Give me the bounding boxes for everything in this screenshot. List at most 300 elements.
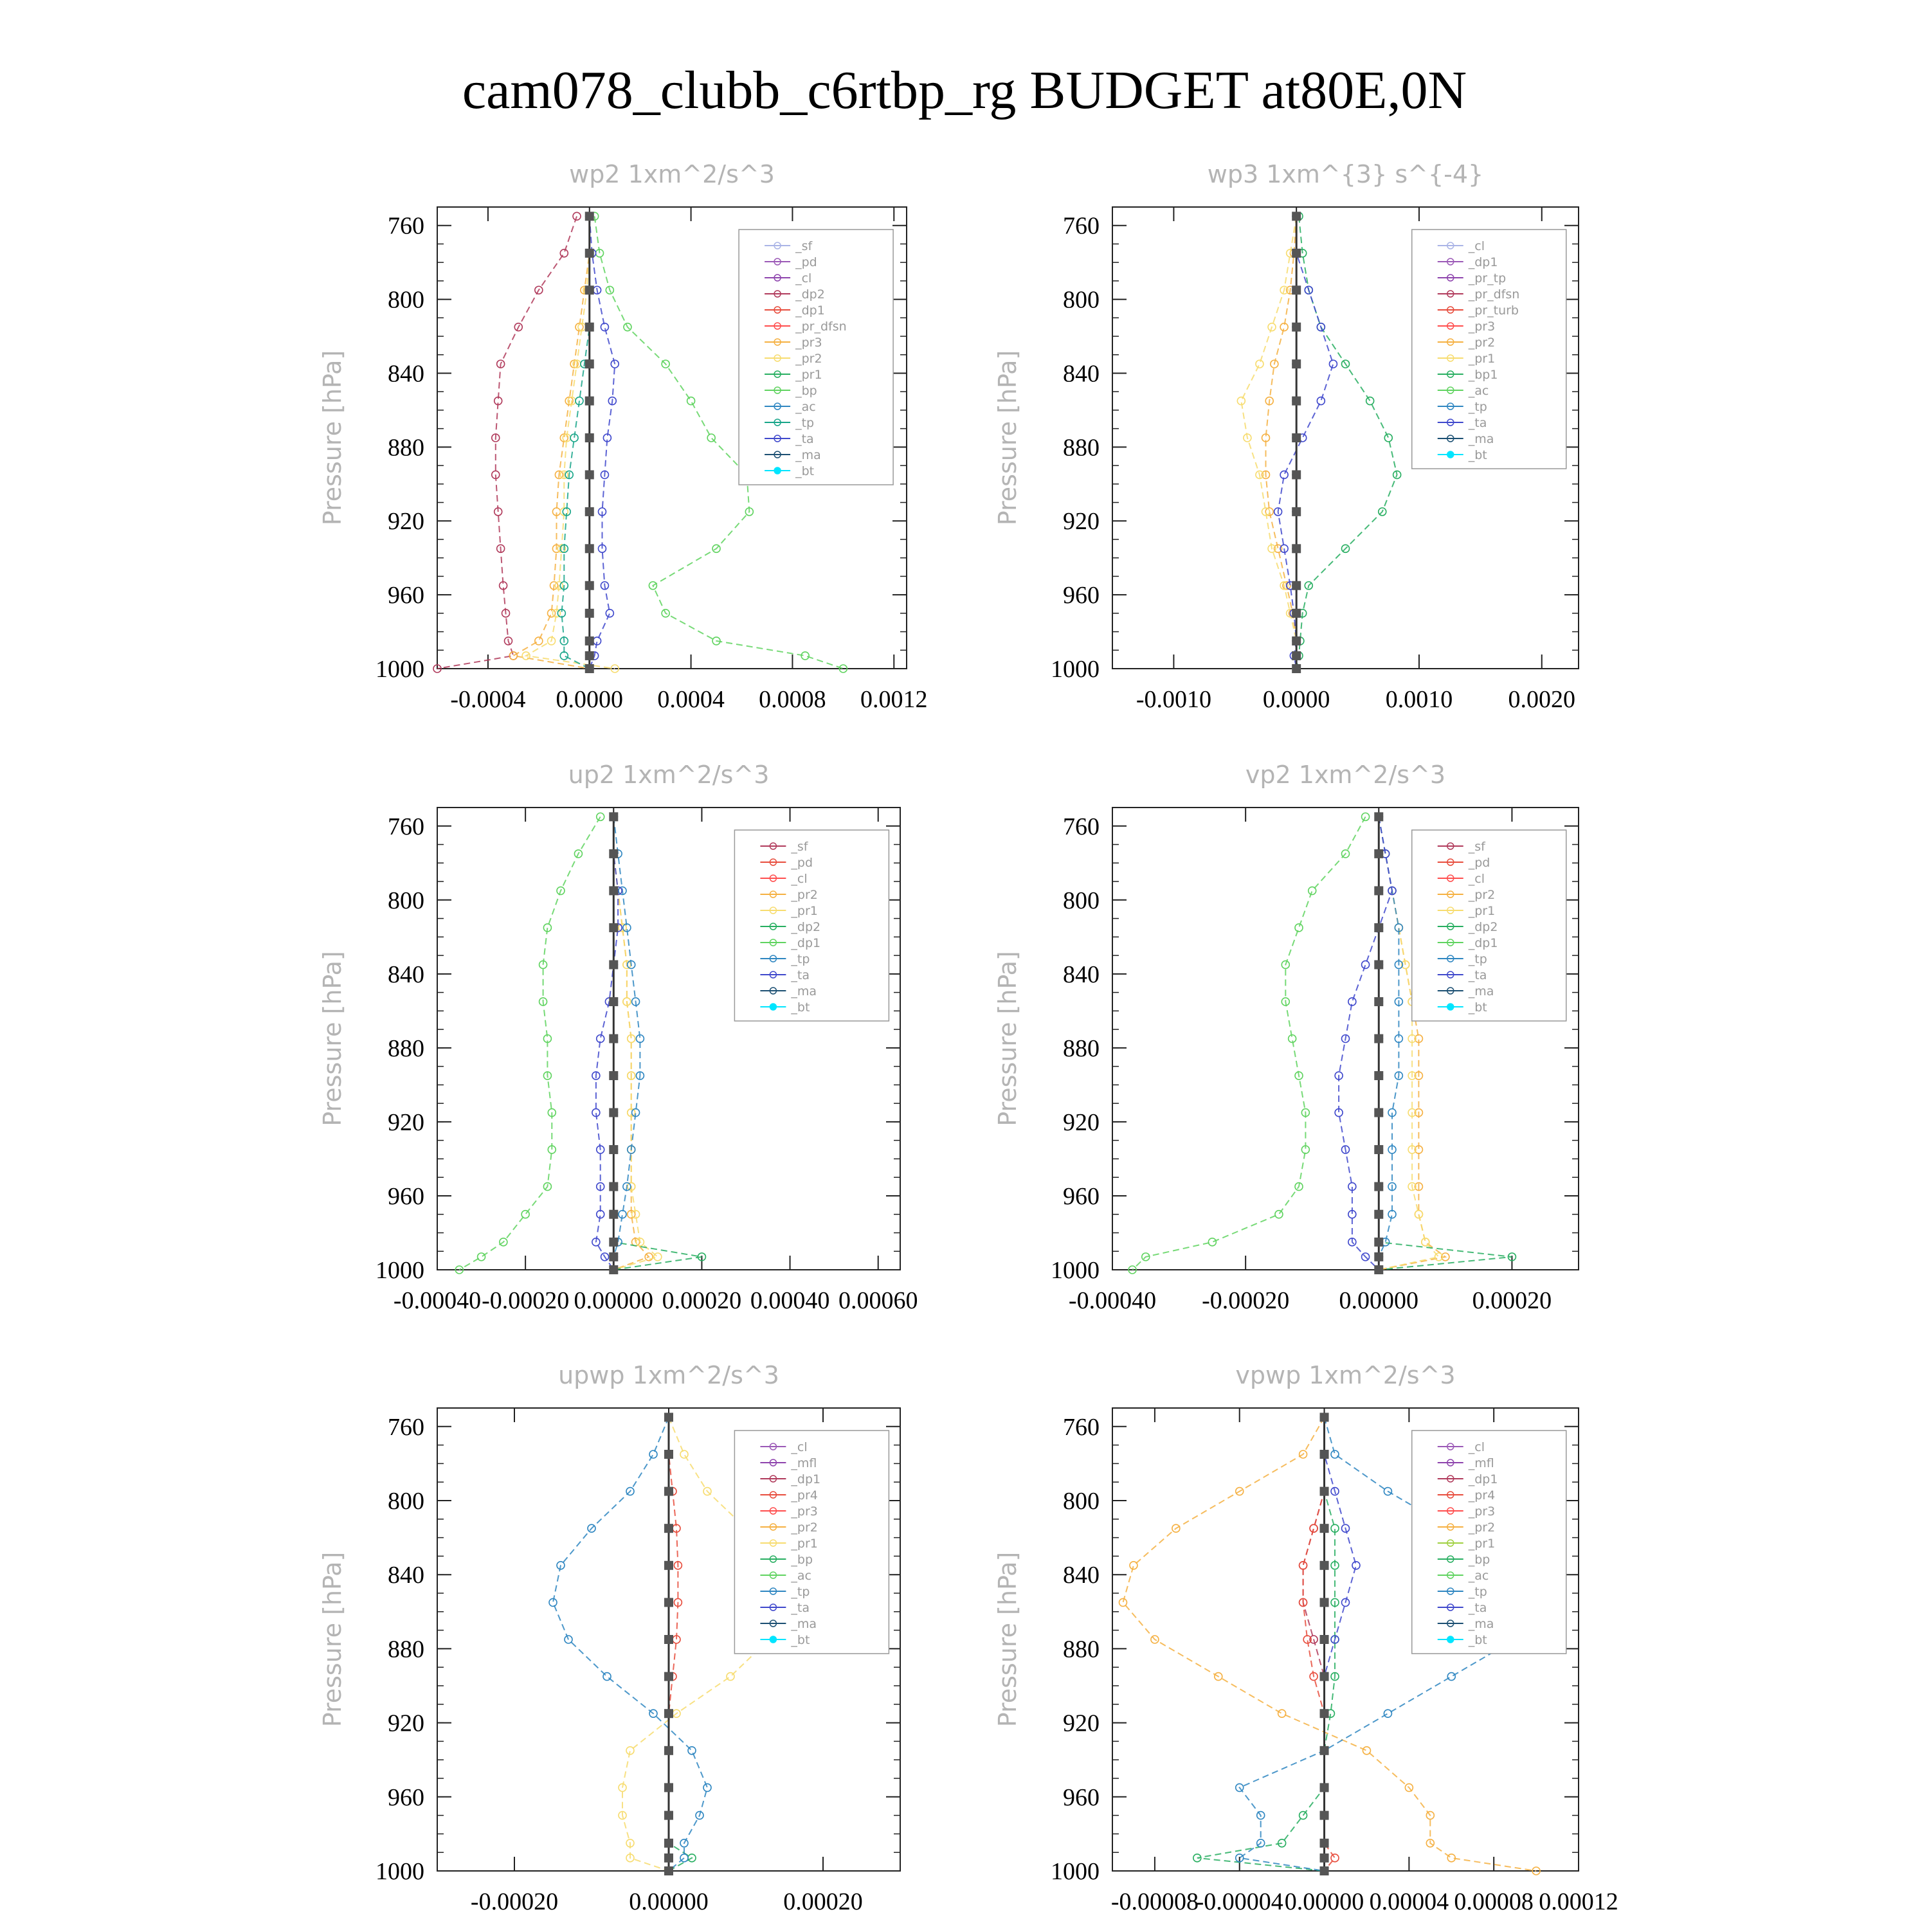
series-line-dp1 [1132, 817, 1366, 1270]
data-point [1278, 1710, 1286, 1717]
series-line-ta [590, 216, 615, 669]
data-point [1280, 471, 1288, 478]
legend-entry: _pr2 [1468, 336, 1496, 350]
legend-entry: _ma [791, 984, 817, 998]
panel-3 [318, 761, 918, 1314]
y-tick-label: 800 [388, 286, 424, 314]
legend-entry: _dp2 [1468, 920, 1498, 934]
data-point [1384, 1710, 1391, 1717]
y-tick-label: 920 [388, 1710, 424, 1737]
legend-entry: _pr3 [1468, 320, 1496, 334]
zero-marker [585, 581, 594, 590]
x-tick-label: 0.00020 [1472, 1287, 1552, 1314]
legend-entry: _mfl [791, 1456, 817, 1470]
zero-marker [609, 997, 618, 1006]
legend-entry: _tp [1468, 952, 1487, 966]
x-tick-label: -0.0004 [450, 686, 526, 713]
zero-marker [609, 1071, 618, 1080]
data-point [1366, 397, 1374, 405]
y-axis-label: Pressure [hPa] [993, 350, 1022, 526]
legend-entry: _pr1 [1468, 1537, 1496, 1551]
series-line-bp1 [1296, 216, 1397, 669]
data-point [703, 1783, 711, 1791]
x-tick-label: -0.00020 [1202, 1287, 1290, 1314]
legend-entry: _ta [1468, 968, 1487, 982]
legend-entry: _mfl [1468, 1456, 1494, 1470]
legend-entry: _pr_tp [1468, 271, 1507, 285]
series-line-ta [1325, 1417, 1357, 1871]
series-line-pr1 [613, 817, 658, 1270]
data-point [1329, 360, 1337, 368]
legend-entry: _bp [795, 384, 817, 398]
zero-marker [1292, 323, 1301, 332]
data-point [649, 1450, 657, 1458]
legend-entry: _dp1 [795, 303, 825, 318]
zero-marker [664, 1811, 673, 1820]
zero-marker [609, 1034, 618, 1043]
zero-marker [1320, 1866, 1329, 1875]
zero-marker [1320, 1450, 1329, 1459]
legend-entry: _pr2 [791, 1521, 818, 1535]
zero-marker [1292, 544, 1301, 553]
zero-marker [585, 212, 594, 221]
legend-entry: _cl [791, 872, 808, 886]
x-tick-label: 0.00008 [1454, 1888, 1534, 1915]
legend-marker [1447, 451, 1454, 458]
legend-marker [770, 1636, 776, 1643]
y-tick-label: 800 [388, 887, 424, 914]
data-point [1384, 434, 1392, 442]
legend-entry: _pd [1468, 856, 1490, 870]
series-line-ta [1339, 817, 1392, 1270]
data-point [603, 1673, 611, 1681]
y-tick-label: 960 [388, 582, 424, 609]
zero-marker [1374, 1071, 1383, 1080]
zero-marker [609, 1145, 618, 1154]
y-tick-label: 880 [1063, 1034, 1100, 1062]
legend-entry: _pr_turb [1468, 303, 1519, 318]
legend-entry: _pr3 [791, 1504, 818, 1519]
zero-marker [664, 1783, 673, 1792]
zero-marker [1374, 1145, 1383, 1154]
zero-marker [664, 1561, 673, 1570]
legend-entry: _pr_dfsn [795, 320, 847, 334]
legend-entry: _ta [791, 1601, 810, 1615]
x-tick-label: -0.0010 [1136, 686, 1211, 713]
legend-entry: _pr2 [1468, 888, 1496, 902]
zero-marker [609, 1108, 618, 1117]
data-point [1130, 1562, 1137, 1569]
panel-title: wp2 1xm^2/s^3 [569, 160, 775, 188]
legend-entry: _pr3 [795, 336, 822, 350]
zero-marker [664, 1598, 673, 1607]
zero-marker [609, 1265, 618, 1274]
zero-marker [664, 1866, 673, 1875]
panel-title: vp2 1xm^2/s^3 [1245, 761, 1446, 789]
zero-marker [1292, 397, 1301, 406]
zero-marker [609, 886, 618, 895]
zero-marker [1292, 664, 1301, 673]
data-point [1362, 961, 1370, 968]
legend-entry: _bt [791, 1000, 810, 1015]
legend-entry: _dp1 [791, 936, 821, 950]
zero-marker [664, 1487, 673, 1496]
zero-marker [585, 359, 594, 368]
data-point [560, 249, 568, 257]
zero-marker [1320, 1783, 1329, 1792]
zero-marker [1320, 1746, 1329, 1755]
series-line-pr3 [513, 216, 589, 669]
zero-marker [1292, 651, 1301, 660]
legend-entry: _tp [795, 416, 815, 430]
x-tick-label: -0.00020 [482, 1287, 570, 1314]
zero-marker [609, 1182, 618, 1191]
y-tick-label: 960 [1063, 1182, 1100, 1210]
x-tick-label: 0.00040 [750, 1287, 830, 1314]
legend-entry: _sf [795, 239, 813, 253]
zero-marker [585, 433, 594, 442]
figure-title: cam078_clubb_c6rtbp_rg BUDGET at80E,0N [462, 60, 1467, 120]
panel-2 [993, 160, 1579, 713]
zero-marker [1292, 212, 1301, 221]
data-point [687, 397, 695, 405]
legend-entry: _bp1 [1468, 368, 1498, 382]
legend-entry: _ac [1468, 384, 1489, 398]
zero-marker [585, 544, 594, 553]
data-point [1331, 1450, 1339, 1458]
legend-entry: _pr1 [1468, 904, 1496, 918]
series-line-bp [669, 1417, 692, 1871]
legend-entry: _tp [791, 952, 810, 966]
legend-entry: _tp [1468, 400, 1487, 414]
y-tick-label: 800 [1063, 1488, 1100, 1515]
legend-entry: _dp1 [791, 1472, 821, 1486]
data-point [1208, 1238, 1216, 1246]
series-line-pr1 [1241, 216, 1296, 669]
x-tick-label: -0.00008 [1110, 1888, 1199, 1915]
legend-entry: _pr2 [791, 888, 818, 902]
x-tick-label: 0.00000 [1284, 1888, 1364, 1915]
zero-marker [1320, 1839, 1329, 1848]
legend-entry: _cl [795, 271, 812, 285]
panel-title: upwp 1xm^2/s^3 [558, 1361, 779, 1389]
y-axis-label: Pressure [hPa] [993, 951, 1022, 1126]
y-tick-label: 880 [1063, 434, 1100, 462]
y-tick-label: 840 [388, 961, 424, 988]
legend-entry: _dp2 [795, 287, 825, 302]
data-point [1256, 360, 1263, 368]
data-point [1317, 397, 1325, 405]
y-tick-label: 760 [1063, 813, 1100, 840]
zero-marker [664, 1672, 673, 1681]
x-tick-label: 0.0004 [657, 686, 725, 713]
zero-marker [1320, 1709, 1329, 1718]
x-tick-label: 0.0008 [759, 686, 826, 713]
y-tick-label: 960 [1063, 582, 1100, 609]
legend-entry: _pr1 [791, 1537, 818, 1551]
legend-entry: _ac [795, 400, 816, 414]
data-point [573, 212, 581, 220]
legend-entry: _pr2 [795, 352, 822, 366]
zero-marker [1292, 609, 1301, 618]
zero-marker [1292, 359, 1301, 368]
panel-title: vpwp 1xm^2/s^3 [1235, 1361, 1456, 1389]
y-axis-label: Pressure [hPa] [318, 350, 347, 526]
legend-marker [770, 1004, 776, 1010]
series-line-ta [596, 817, 618, 1270]
legend-entry: _pr_dfsn [1468, 287, 1520, 302]
legend-entry: _dp2 [791, 920, 821, 934]
series-line-dp2 [613, 817, 702, 1270]
zero-marker [585, 609, 594, 618]
data-point [654, 1253, 662, 1261]
y-tick-label: 840 [1063, 1562, 1100, 1589]
zero-marker [1374, 1108, 1383, 1117]
legend-marker [774, 467, 781, 474]
legend-entry: _bt [1468, 1000, 1487, 1015]
x-tick-label: 0.00020 [783, 1888, 863, 1915]
zero-marker [1292, 470, 1301, 479]
zero-marker [1374, 1210, 1383, 1219]
data-point [478, 1253, 485, 1261]
zero-marker [1374, 886, 1383, 895]
legend-entry: _cl [791, 1440, 808, 1454]
x-tick-label: 0.0000 [556, 686, 624, 713]
zero-marker [1292, 636, 1301, 646]
y-tick-label: 800 [1063, 887, 1100, 914]
zero-marker [609, 1238, 618, 1247]
x-tick-label: -0.00020 [470, 1888, 559, 1915]
legend-entry: _ta [791, 968, 810, 982]
zero-marker [585, 249, 594, 258]
zero-marker [1374, 997, 1383, 1006]
y-tick-label: 1000 [376, 656, 424, 683]
legend-entry: _pd [795, 255, 817, 269]
zero-marker [1374, 812, 1383, 821]
data-point [1310, 1524, 1318, 1532]
legend-entry: _ta [795, 432, 814, 446]
x-tick-label: 0.00020 [662, 1287, 742, 1314]
x-tick-label: 0.0012 [860, 686, 928, 713]
zero-marker [664, 1413, 673, 1422]
zero-marker [585, 664, 594, 673]
panel-1 [318, 160, 928, 713]
legend-entry: _pr1 [1468, 352, 1496, 366]
x-tick-label: 0.00000 [574, 1287, 654, 1314]
y-tick-label: 880 [388, 1636, 424, 1663]
panel-4 [993, 761, 1579, 1314]
zero-marker [585, 323, 594, 332]
y-tick-label: 920 [388, 508, 424, 536]
y-tick-label: 800 [388, 1488, 424, 1515]
y-tick-label: 920 [1063, 508, 1100, 536]
data-point [606, 609, 613, 617]
data-point [521, 1211, 529, 1218]
data-point [1363, 1747, 1370, 1755]
y-tick-label: 800 [1063, 286, 1100, 314]
y-tick-label: 840 [388, 360, 424, 388]
y-tick-label: 760 [1063, 1413, 1100, 1441]
zero-marker [1320, 1854, 1329, 1863]
data-point [1331, 1854, 1339, 1862]
legend-entry: _ma [791, 1617, 817, 1631]
y-tick-label: 880 [1063, 1636, 1100, 1663]
series-line-pr2 [526, 216, 615, 669]
zero-marker [609, 1252, 618, 1261]
zero-marker [1374, 1252, 1383, 1261]
zero-marker [664, 1450, 673, 1459]
legend-entry: _sf [791, 840, 808, 854]
y-axis-label: Pressure [hPa] [993, 1551, 1022, 1728]
legend-entry: _pr4 [791, 1488, 818, 1503]
y-tick-label: 880 [388, 1034, 424, 1062]
zero-marker [609, 1210, 618, 1219]
legend-entry: _dp1 [1468, 936, 1498, 950]
zero-marker [585, 507, 594, 516]
legend-entry: _ma [1468, 432, 1494, 446]
series-line-dp2 [437, 216, 577, 669]
legend-entry: _pr3 [1468, 1504, 1496, 1519]
legend-entry: _sf [1468, 840, 1485, 854]
zero-marker [664, 1524, 673, 1533]
legend-entry: _tp [791, 1585, 810, 1599]
x-tick-label: 0.0000 [1262, 686, 1330, 713]
legend-entry: _ta [1468, 1601, 1487, 1615]
series-line-tp [613, 817, 640, 1270]
y-tick-label: 760 [388, 1413, 424, 1441]
data-point [535, 637, 543, 645]
y-tick-label: 1000 [376, 1257, 424, 1284]
data-point [727, 1673, 734, 1681]
zero-marker [1292, 507, 1301, 516]
legend-entry: _ta [1468, 416, 1487, 430]
zero-marker [1320, 1598, 1329, 1607]
panel-title: up2 1xm^2/s^3 [568, 761, 770, 789]
legend-entry: _pr4 [1468, 1488, 1496, 1503]
legend-entry: _bt [791, 1633, 810, 1647]
y-tick-label: 760 [388, 212, 424, 240]
y-tick-label: 960 [388, 1182, 424, 1210]
zero-marker [585, 470, 594, 479]
data-point [1300, 1562, 1307, 1569]
zero-marker [609, 849, 618, 858]
zero-marker [1320, 1487, 1329, 1496]
legend-entry: _pr1 [795, 368, 822, 382]
zero-marker [1374, 1238, 1383, 1247]
data-point [1309, 887, 1316, 894]
series-line-dp1 [1303, 1417, 1325, 1871]
y-axis-label: Pressure [hPa] [318, 1551, 347, 1728]
zero-marker [1320, 1672, 1329, 1681]
panel-title: wp3 1xm^{3} s^{-4} [1207, 160, 1484, 188]
data-point [509, 652, 517, 660]
y-tick-label: 840 [1063, 360, 1100, 388]
y-tick-label: 920 [1063, 1710, 1100, 1737]
legend-entry: _tp [1468, 1585, 1487, 1599]
x-tick-label: 0.00060 [838, 1287, 918, 1314]
zero-marker [609, 812, 618, 821]
data-point [688, 1747, 696, 1755]
y-tick-label: 840 [388, 1562, 424, 1589]
legend-entry: _dp1 [1468, 255, 1498, 269]
legend-entry: _dp1 [1468, 1472, 1498, 1486]
x-tick-label: -0.00040 [393, 1287, 482, 1314]
zero-marker [664, 1839, 673, 1848]
zero-marker [664, 1746, 673, 1755]
legend-entry: _bt [1468, 448, 1487, 462]
series-line-dp1 [459, 817, 600, 1270]
zero-marker [585, 636, 594, 646]
series-line-ta [1278, 216, 1334, 669]
zero-marker [1292, 433, 1301, 442]
y-tick-label: 840 [1063, 961, 1100, 988]
y-tick-label: 960 [1063, 1783, 1100, 1811]
data-point [1295, 924, 1303, 932]
zero-marker [1320, 1413, 1329, 1422]
data-point [1275, 1211, 1283, 1218]
y-tick-label: 960 [388, 1783, 424, 1811]
zero-marker [664, 1635, 673, 1644]
data-point [680, 1450, 688, 1458]
legend-marker [1447, 1636, 1454, 1643]
x-tick-label: 0.0020 [1508, 686, 1576, 713]
data-point [1352, 1562, 1360, 1569]
x-tick-label: 0.00000 [1339, 1287, 1419, 1314]
y-axis-label: Pressure [hPa] [318, 951, 347, 1126]
data-point [680, 1854, 688, 1862]
zero-marker [1374, 960, 1383, 969]
y-tick-label: 760 [388, 813, 424, 840]
legend-entry: _ma [795, 448, 821, 462]
legend-marker [1447, 1004, 1454, 1010]
x-tick-label: 0.00000 [629, 1888, 709, 1915]
series-line-pr4 [669, 1417, 678, 1871]
y-tick-label: 1000 [1051, 1858, 1100, 1885]
zero-marker [585, 651, 594, 660]
x-tick-label: 0.0010 [1385, 686, 1453, 713]
y-tick-label: 920 [388, 1108, 424, 1136]
zero-marker [1374, 849, 1383, 858]
legend-entry: _bp [1468, 1553, 1490, 1567]
data-point [597, 813, 604, 820]
zero-marker [1320, 1524, 1329, 1533]
legend-entry: _cl [1468, 239, 1485, 253]
x-tick-label: 0.00012 [1539, 1888, 1618, 1915]
y-tick-label: 1000 [1051, 656, 1100, 683]
zero-marker [1292, 581, 1301, 590]
zero-marker [1292, 249, 1301, 258]
legend-entry: _pd [791, 856, 813, 870]
data-point [601, 323, 608, 331]
zero-marker [664, 1854, 673, 1863]
zero-marker [585, 397, 594, 406]
y-tick-label: 1000 [376, 1858, 424, 1885]
x-tick-label: 0.00004 [1369, 1888, 1449, 1915]
zero-marker [609, 923, 618, 932]
zero-marker [1320, 1561, 1329, 1570]
series-line-pr4 [1303, 1417, 1335, 1871]
legend-entry: _ma [1468, 1617, 1494, 1631]
panel-5 [318, 1361, 900, 1915]
zero-marker [1320, 1811, 1329, 1820]
zero-marker [1374, 923, 1383, 932]
legend-entry: _pr1 [791, 904, 818, 918]
legend-entry: _cl [1468, 872, 1485, 886]
y-tick-label: 880 [388, 434, 424, 462]
zero-marker [1374, 1182, 1383, 1191]
data-point [1447, 1673, 1455, 1681]
zero-marker [1374, 1034, 1383, 1043]
